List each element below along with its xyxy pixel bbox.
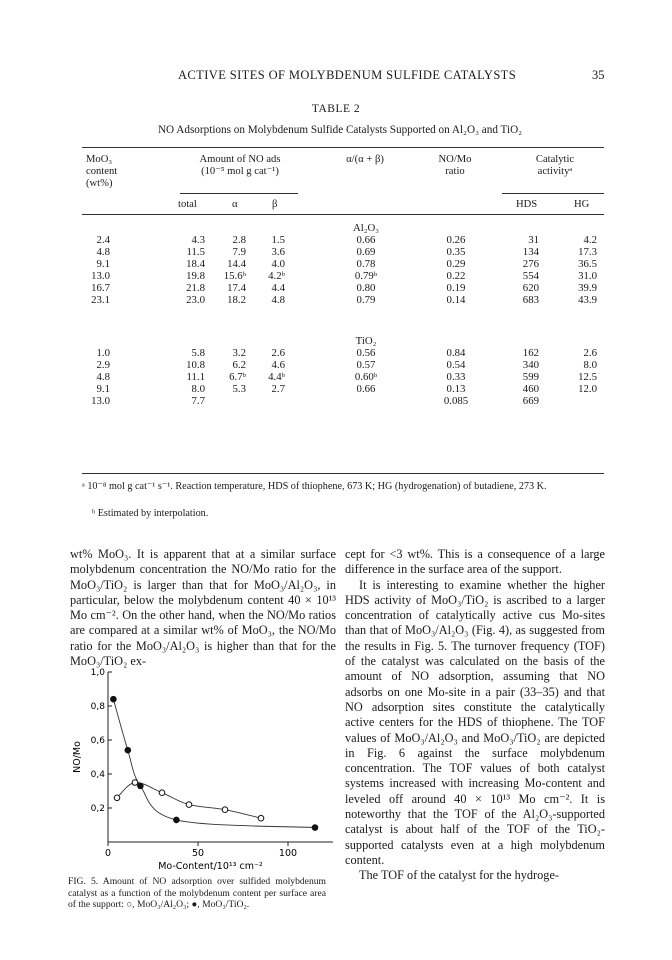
table-cell: 23.1 (91, 294, 110, 306)
table-cell: 0.19 (446, 282, 466, 294)
table-cell: 18.2 (227, 294, 246, 306)
table-cell: 0.26 (446, 234, 466, 246)
table-cell: 14.4 (227, 258, 246, 270)
filled-point (312, 825, 318, 831)
table-cell: 7.7 (191, 395, 205, 407)
beta-subheader: β (272, 199, 278, 210)
table-cell: 6.2 (232, 359, 246, 371)
table-cell: 4.2 (583, 234, 597, 246)
table-cell: 2.6 (271, 347, 285, 359)
table-cell: 2.9 (96, 359, 110, 371)
figure-5-chart (68, 662, 340, 870)
table-cell: 12.5 (578, 371, 597, 383)
no-mo-header-line: NO/Mo (438, 154, 472, 165)
table-cell: 4.6 (271, 359, 285, 371)
alpha-ratio-header: α/(α + β) (346, 154, 384, 165)
table-cell: 2.8 (232, 234, 246, 246)
table-cell: 7.9 (232, 246, 246, 258)
table-cell: 9.1 (96, 258, 110, 270)
table-cell: 2.7 (271, 383, 285, 395)
table-label: TABLE 2 (311, 103, 361, 115)
x-tick-label: 0 (104, 848, 112, 859)
table-cell: 2.4 (96, 234, 110, 246)
table-cell: 0.60ᵇ (354, 371, 378, 383)
page-number: 35 (592, 68, 605, 82)
table-cell: 8.0 (583, 359, 597, 371)
open-point (258, 815, 264, 821)
table-cell: 0.66 (356, 234, 376, 246)
table-cell: 31 (528, 234, 539, 246)
table-cell: 683 (522, 294, 539, 306)
chart-axes (108, 672, 333, 846)
amount-header-line: Amount of NO ads (199, 154, 281, 165)
open-point (114, 795, 120, 801)
table-cell: 0.29 (446, 258, 466, 270)
table-bottom-rule (82, 473, 604, 474)
table-cell: 0.54 (446, 359, 466, 371)
total-subheader: total (178, 199, 197, 210)
left-column-text (70, 547, 336, 669)
table-header-rule (82, 214, 604, 215)
table-cell: 36.5 (578, 258, 597, 270)
table-cell: 3.6 (271, 246, 285, 258)
table-cell: 19.8 (186, 270, 205, 282)
table-cell: 4.8 (271, 294, 285, 306)
table-cell: 13.0 (91, 270, 110, 282)
table-cell: 17.3 (578, 246, 597, 258)
table-cell: 0.80 (356, 282, 376, 294)
table-section-title: TiO₂ (355, 335, 377, 347)
table-footnote-a: ᵃ 10⁻⁸ mol g cat⁻¹ s⁻¹. Reaction temperature, HDS of thiophene, 673 K; HG (hydrogenation) of butadiene, 273 K. (82, 481, 547, 492)
running-title: ACTIVE SITES OF MOLYBDENUM SULFIDE CATALYSTS (178, 68, 517, 82)
table-cell: 21.8 (186, 282, 205, 294)
table-cell: 0.14 (446, 294, 466, 306)
table-cell: 0.79ᵇ (354, 270, 378, 282)
x-axis-label: Mo-Content/10¹³ cm⁻² (158, 861, 263, 870)
table-caption: NO Adsorptions on Molybdenum Sulfide Catalysts Supported on Al₂O₃ and TiO₂ (157, 124, 523, 136)
moo3-header-line: content (86, 166, 118, 177)
table-cell: 0.79 (356, 294, 376, 306)
activity-subheader-rule (502, 193, 604, 194)
left-paragraph: wt% MoO₃. It is apparent that at a similar surface molybdenum concentration the NO/Mo ratio for the MoO₃/TiO₂ is larger than that for MoO₃/Al₂O₃, in particular, below the molybdenum content 40 × 10¹³ Mo cm⁻². On the other hand, when the NO/Mo ratios are compared at a similar wt% of MoO₃, the NO/Mo ratio for the MoO₃/Al₂O₃ is higher than that for the MoO₃/TiO₂ ex- (70, 547, 336, 669)
table-cell: 0.35 (446, 246, 466, 258)
moo3-header-line: (wt%) (86, 178, 113, 189)
table-cell: 39.9 (578, 282, 597, 294)
filled-point (174, 817, 180, 823)
activity-header-line: Catalytic (535, 154, 575, 165)
right-column-text (345, 547, 605, 884)
x-tick-label: 50 (191, 848, 205, 859)
table-cell: 6.7ᵇ (229, 371, 246, 383)
open-point (132, 780, 138, 786)
table-cell: 5.3 (232, 383, 246, 395)
table-cell: 4.4ᵇ (268, 371, 285, 383)
table-cell: 340 (522, 359, 539, 371)
table-cell: 620 (522, 282, 539, 294)
x-tick-label: 100 (278, 848, 298, 859)
table-section-title: Al₂O₃ (352, 222, 380, 234)
activity-header-line: activityᵃ (537, 166, 573, 177)
table-cell: 8.0 (191, 383, 205, 395)
table-cell: 17.4 (227, 282, 246, 294)
table-cell: 162 (522, 347, 539, 359)
table-cell: 15.6ᵇ (223, 270, 246, 282)
table-cell: 4.4 (271, 282, 285, 294)
table-cell: 0.78 (356, 258, 376, 270)
hg-subheader: HG (574, 199, 590, 210)
table-cell: 16.7 (91, 282, 110, 294)
table-cell: 13.0 (91, 395, 110, 407)
table-cell: 0.33 (446, 371, 466, 383)
table-cell: 0.13 (446, 383, 466, 395)
table-cell: 9.1 (96, 383, 110, 395)
no-mo-header-line: ratio (445, 166, 465, 177)
moo3-header-line: MoO₃ (86, 154, 113, 165)
alpha-subheader: α (232, 199, 238, 210)
table-cell: 0.56 (356, 347, 376, 359)
table-cell: 3.2 (232, 347, 246, 359)
table-cell: 0.66 (356, 383, 376, 395)
right-paragraph-1: cept for <3 wt%. This is a consequence of a large difference in the surface area of the support. (345, 547, 605, 577)
table-cell: 669 (522, 395, 539, 407)
table-footnote-b: ᵇ Estimated by interpolation. (92, 508, 209, 519)
table-cell: 460 (522, 383, 539, 395)
filled-point (138, 783, 144, 789)
table-cell: 2.6 (583, 347, 597, 359)
figure-5-caption: FIG. 5. Amount of NO adsorption over sulfided molybdenum catalyst as a function of the molybdenum content per surface area of the support: ○, MoO₃/Al₂O₃; ●, MoO₃/TiO₂. (68, 876, 326, 911)
y-tick-label: 1,0 (90, 668, 105, 678)
table-cell: 43.9 (578, 294, 597, 306)
y-tick-label: 0,8 (90, 702, 105, 712)
open-point (222, 807, 228, 813)
table-cell: 18.4 (186, 258, 205, 270)
amount-header-line: (10⁻⁵ mol g cat⁻¹) (201, 166, 279, 177)
table-cell: 599 (522, 371, 539, 383)
table-cell: 0.57 (356, 359, 376, 371)
table-cell: 11.5 (186, 246, 205, 258)
open-point (186, 802, 192, 808)
hds-subheader: HDS (516, 199, 538, 210)
table-cell: 4.8 (96, 371, 110, 383)
table-cell: 10.8 (186, 359, 205, 371)
fitted-curves (113, 699, 315, 827)
axis-labels (72, 668, 297, 870)
filled-point (111, 696, 117, 702)
filled-point (125, 747, 131, 753)
table-cell: 4.2ᵇ (268, 270, 285, 282)
table-cell: 11.1 (186, 371, 205, 383)
table-cell: 31.0 (578, 270, 597, 282)
y-axis-label: NO/Mo (72, 741, 83, 773)
right-paragraph-3: The TOF of the catalyst for the hydroge- (359, 868, 559, 883)
y-tick-label: 0,6 (90, 736, 105, 746)
table-cell: 4.0 (271, 258, 285, 270)
open-point (159, 790, 165, 796)
table-cell: 1.5 (271, 234, 285, 246)
data-points (111, 696, 318, 830)
table-cell: 554 (522, 270, 539, 282)
y-tick-label: 0,2 (90, 804, 105, 814)
table-cell: 4.8 (96, 246, 110, 258)
table-cell: 0.84 (446, 347, 466, 359)
right-paragraph-2: It is interesting to examine whether the higher HDS activity of MoO₃/TiO₂ is ascribed to a larger concentration of catalytically active cus Mo-sites than that of MoO₃/Al₂O₃ (Fig. 4), as suggested from the results in Fig. 5. The turnover frequency (TOF) of the catalyst was calculated on the basis of the amount of NO adsorption, assuming that NO adsorbs on one Mo-site in a pair (33–35) and that NO adsorption sites constitute the catalytically active centers for the HDS of thiophene. The TOF values of MoO₃/Al₂O₃ and MoO₃/TiO₂ are depicted in Fig. 6 against the surface molybdenum concentration. The TOF values of both catalyst systems increased with increasing Mo-content and leveled off around 40 × 10¹³ Mo cm⁻². It is noteworthy that the TOF of the Al₂O₃-supported catalyst is about half of the TOF of the TiO₂-supported catalysts even at a high molybdenum content. (345, 577, 605, 867)
table-cell: 276 (522, 258, 539, 270)
table-cell: 12.0 (578, 383, 597, 395)
table-cell: 5.8 (191, 347, 205, 359)
table-cell: 0.22 (446, 270, 466, 282)
table-cell: 0.085 (443, 395, 469, 407)
table-cell: 4.3 (191, 234, 205, 246)
table-cell: 0.69 (356, 246, 376, 258)
table-cell: 1.0 (96, 347, 110, 359)
amount-subheader-rule (180, 193, 298, 194)
y-tick-label: 0,4 (90, 770, 105, 780)
table-top-rule (82, 147, 604, 148)
table-cell: 23.0 (186, 294, 205, 306)
table-cell: 134 (522, 246, 539, 258)
